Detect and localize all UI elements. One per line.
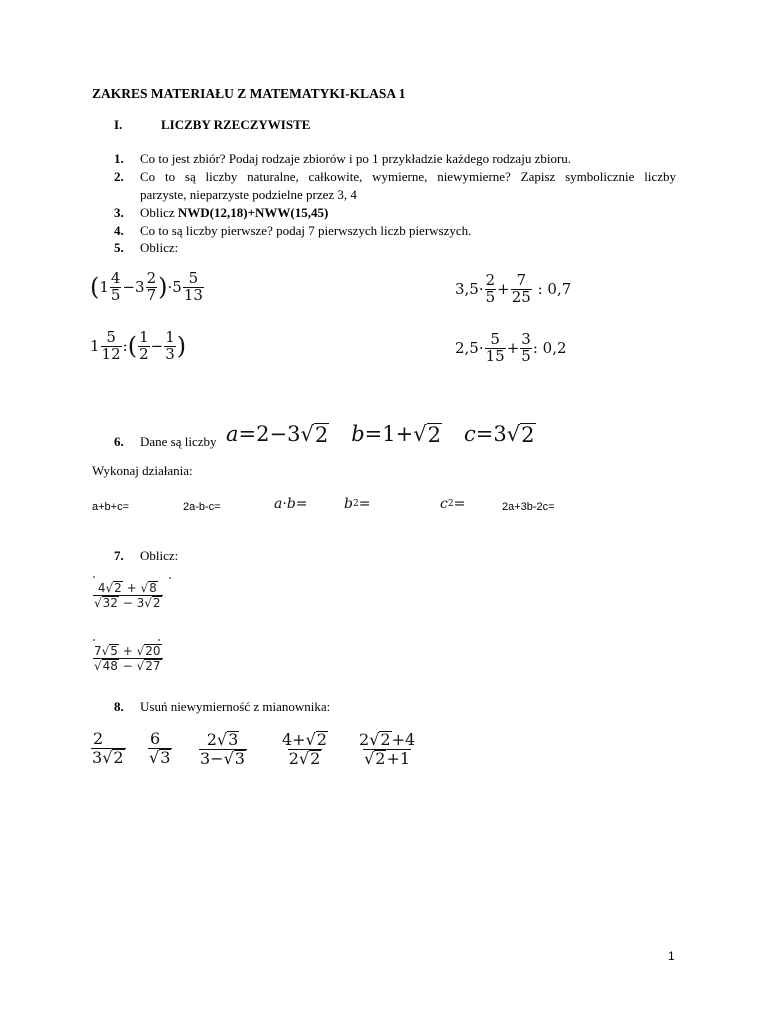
fraction-8e: 2 √ 2 +4 √ 2 +1 <box>359 730 416 768</box>
operation-b-squared: b 2 = <box>344 496 371 512</box>
given-numbers: a =2−3 √ 2 b =1+ √ 2 c =3 √ 2 <box>226 422 535 447</box>
list-item-5: 5. Oblicz: <box>114 240 179 255</box>
artifact-dot <box>158 639 160 641</box>
fraction-8a: 2 3 √ 2 <box>92 729 124 767</box>
operation-diff: 2a-b-c= <box>183 501 221 513</box>
artifact-dot <box>169 577 171 579</box>
section-title: LICZBY RZECZYWISTE <box>161 117 311 132</box>
expression-7a: 4 √ 2 + √ 8 √ 32 − 3 √ 2 <box>94 581 161 610</box>
list-item-2: 2. Co to są liczby naturalne, całkowite, wymierne, niewymierne? Zapisz symbolicznie liczby parzyste, nieparzyste podzielne przez 3, 4 <box>114 169 676 202</box>
page-title: ZAKRES MATERIAŁU Z MATEMATYKI-KLASA 1 <box>92 86 406 101</box>
expression-5c: 1 $\frac{5}{12}$ : ( $\frac{1}{2}$ − $\frac{1}{3}$ ) <box>90 328 187 363</box>
expression-5d: 2,5· $\frac{5}{15}$ + $\frac{3}{5}$ : 0,2 <box>455 330 567 365</box>
expression-7b: 7 √ 5 + √ 20 √ 48 − √ 27 <box>94 644 161 673</box>
fraction-8b: 6 √ 3 <box>149 729 171 767</box>
operation-sum: a+b+c= <box>92 501 130 513</box>
list-item-8: 8. Usuń niewymierność z mianownika: <box>114 699 331 714</box>
artifact-dot <box>93 639 95 641</box>
list-item-1: 1. Co to jest zbiór? Podaj rodzaje zbiorów i po 1 przykładzie każdego rodzaju zbioru. <box>114 151 572 166</box>
fraction-8c: 2 √ 3 3− √ 3 <box>200 730 245 768</box>
operation-product: a · b = <box>274 496 308 512</box>
section-number: I. <box>114 117 123 132</box>
page-number: 1 <box>668 949 675 963</box>
expression-5b: 3,5· $\frac{2}{5}$ + $\frac{7}{25}$ : 0,7 <box>455 271 572 306</box>
list-item-6: 6. Dane są liczby <box>114 434 217 449</box>
list-item-7: 7. Oblicz: <box>114 548 179 563</box>
operation-c-squared: c 2 = <box>440 496 466 512</box>
list-item-3: 3. Oblicz NWD(12,18)+NWW(15,45) <box>114 205 329 220</box>
fraction-8d: 4+ √ 2 2 √ 2 <box>282 730 327 768</box>
artifact-dot <box>93 576 95 578</box>
operation-combination: 2a+3b-2c= <box>502 501 555 513</box>
expression-5a: ( 1 $\frac{4}{5}$ −3 $\frac{2}{7}$ ) ·5 $\frac{5}{13}$ <box>90 269 203 304</box>
list-item-4: 4. Co to są liczby pierwsze? podaj 7 pierwszych liczb pierwszych. <box>114 223 472 238</box>
instruction-text: Wykonaj działania: <box>92 463 193 478</box>
